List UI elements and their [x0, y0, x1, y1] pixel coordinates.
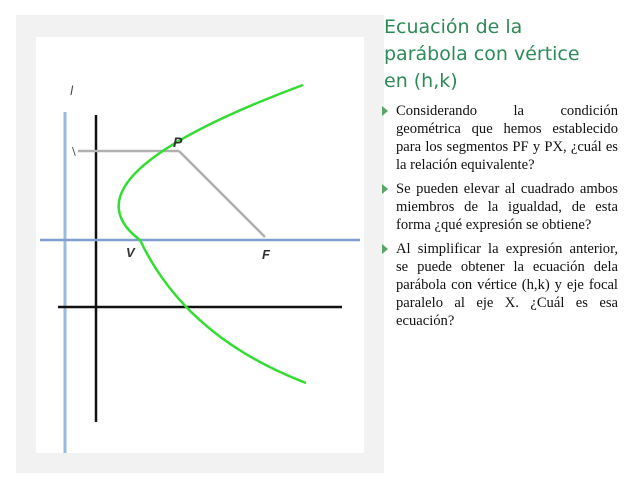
bullet-text: Se pueden elevar al cuadrado ambos miembros de la igualdad, de esta forma ¿qué expresión se obtiene?: [396, 181, 618, 233]
bullet-list: [380, 102, 618, 336]
bullet-text: Considerando la condición geométrica que hemos establecido para los segmentos PF y PX, ¿cuál es la relación equivalente?: [396, 103, 618, 173]
bullet-item: [380, 240, 618, 330]
slide-title: [384, 14, 624, 95]
bullet-text: Al simplificar la expresión anterior, se puede obtener la ecuación dela parábola con vértice (h,k) y eje focal paralelo al eje X. ¿Cuál es esa ecuación?: [396, 241, 618, 329]
directrix-label: l: [70, 84, 74, 98]
figure-frame: [16, 15, 384, 473]
title-line: parábola con vértice: [384, 43, 580, 65]
parabola-curve: [119, 85, 306, 383]
bullet-arrow-icon: [380, 240, 390, 254]
bullet-item: [380, 102, 618, 174]
title-line: en (h,k): [384, 70, 458, 92]
parabola-figure: [36, 37, 364, 453]
point-p-label: P: [173, 134, 183, 150]
focus-label: F: [262, 247, 270, 262]
point-x-label: \: [72, 145, 76, 158]
vertex-label: V: [126, 245, 135, 260]
bullet-item: [380, 180, 618, 234]
bullet-arrow-icon: [380, 180, 390, 194]
bullet-arrow-icon: [380, 102, 390, 116]
title-line: Ecuación de la: [384, 16, 523, 38]
parabola-diagram: [36, 37, 364, 453]
segment-pf: [179, 151, 265, 237]
